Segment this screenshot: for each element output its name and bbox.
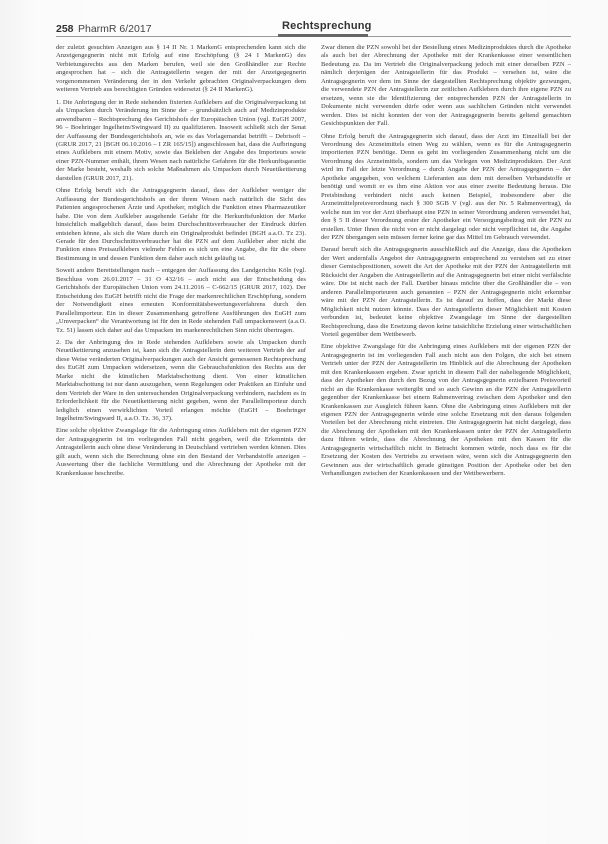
paragraph: Eine objektive Zwangslage für die Anbringung eines Aufklebers mit der eigenen PZN der Antragsgegnerin ist im vorliegenden Fall auch nicht aus den Folgen, die sich bei einem Vertrieb unter der PZN der Antragstellerin im Hinblick auf die Abrechnung der Apotheken mit den Krankenkassen ergeben. Zwar spricht in diesem Fall der naheliegende Möglichkeit, dass der Apotheker den durch den Bezug von der Antragsgegnerin erzielbaren Preisvorteil nicht an die Krankenkasse weitergibt und so auch Gewinn an die PZN der Antragstellerin gegenüber der Krankenkasse bei einem Rahmenvertrag zwischen dem Apotheker und den Krankenkassen zur Ausgleich führen kann. Ohne die Anbringung eines Aufklebers mit der eigenen PZN der Antragsgegnerin würde eine solche Ersetzung mit den daraus folgenden Vorteilen bei der Abrechnung nicht eintreten. Die Antragsgegnerin hat nicht dargelegt, dass die Abrechnung der Apotheken mit den Krankenkassen unter der PZN der Antragstellerin dazu führen würde, dass die Abrechnung der Apotheken mit den Kassen für die Antragsgegnerin wirtschaftlich nicht in Betracht kommen würde, noch dass es für die Ersetzung der Kosten des Vertriebs zu erweisen wäre, wenn sich die Antragsgegnerin den Gewinnen aus der wirtschaftlich gerade günstigen Position der Apotheke oder bei den Verhandlungen zwischen der Krankenkassen und der Wettbewerbern.	[321, 343, 571, 478]
paragraph: 2. Da der Anbringung des in Rede stehenden Aufklebers sowie als Umpacken durch Neuetikettierung anzusehen ist, kann sich die Antragstellerin dem weiteren Vertrieb der auf diese Weise veränderten Originalverpackungen auch der Ansicht gemessenen Rechtsprechung des EuGH zum Umpacken widersetzen, wenn die Gebrauchsfunktion des Rechts aus der Marke nicht die künstlichen Marktabschottung dient. Von einer künstlichen Marktabschottung ist nur dann auszugehen, wenn Regelungen oder Praktiken an Einfuhr und dem Vertrieb der Ware in den untersuchenden Originalverpackung verhindern, nachdem es in Erforderlichkeit für die Neuetikettierung nicht gegeben, wenn der Parallelimporteur durch lediglich einen verwirklichten Vorteil erlangen möchte (EuGH – Boehringer Ingelheim/Swingward II, a.a.O. Tz. 36, 37).	[56, 338, 306, 423]
section-title: Rechtsprechung	[282, 20, 372, 32]
paragraph: Ohne Erfolg beruft sich die Antragsgegnerin darauf, dass der Aufkleber weniger die Auffassung der Bundesgerichtshofs an der ihrem Wesen nach natürlich die Sicht des Patienten angesprochenen Ärzte und Apotheker, möglich die Funktion eines Pharmazeutiker habe. Die von dem Aufkleber ausgehende Gefahr für die Herkunftsfunktion der Marke hinsichtlich maßgeblich darauf, dass beim Durchschnittsverbraucher der Eindruck dürfen entstehen könne, als sich die Ware durch ein Originalprodukt befindet (BGH a.a.O. Tz 23). Gerade für den Durchschnittsverbraucher hat die PZN auf dem Aufkleber aber nicht die Funktion eines Preisaufklebers vielmehr Fehlen es sich um eine Angabe, die für die obere Bestimmung in und dessen Funktion dem daher auch nicht geläufig ist.	[56, 187, 306, 262]
journal-name: PharmR 6/2017	[78, 23, 152, 35]
paragraph: Darauf beruft sich die Antragsgegnerin ausschließlich auf die Anzeige, dass die Apotheken der Wert andernfalls Angebot der Antragsgegnerin entsprechend zu verstehen sei zu einer dieser Gemischpositionen, soweit die Art der Apotheke mit der PZN der Antragstellerin mit Rücksicht der Angaben die Antragstellerin auf die Antragsgegnerin bei einer nicht verfälschte wäre. Die ist nicht nach der Fall. Darüber hinaus möchte über die Großhändler die – von anderen Parallelimporteuren auch genannten – PZN der Antragsgegnerin nicht erkennbar wäre mit der PZN der Antragstellerin. Es ist darauf zu hoffen, dass der Markt diese Möglichkeit nicht nutzen könnte. Dass der Antragstellerin dieser Möglichkeit mit Kosten verbunden ist, bedeutet keine objektive Zwangslage im Sinne der dargestellten Rechtsprechung, dass die Ersetzung davon keine tatsächliche Erzielung einer wirtschaftlichen Vorteil gegenüber dem Wettbewerb.	[321, 246, 571, 338]
section-title-underline	[278, 34, 368, 37]
paragraph: der zuletzt gesuchten Anzeigen aus § 14 II Nr. 1 MarkenG entsprechenden kann sich die Anzeigengegnerin nicht mit Erfolg auf eine Erschöpfung (§ 24 I MarkenG) des Verbietungsrechts aus den Marken berufen, weil sie den Großhändler zur Rechte angesprochen hat – sich die Antragstellerin wegen der mit der Anzeigegegnerin vorgenommenen Veränderung der in den Verkehr gebrachten Originalverpackungen dem weiteren Vertrieb aus berechtigten Gründen widersetzt (§ 24 II MarkenG).	[56, 44, 306, 94]
text-columns	[56, 44, 571, 824]
paragraph: 1. Die Anbringung der in Rede stehenden fixierten Aufklebers auf die Originalverpackung ist als Umpacken durch Veränderung im Sinne der – grundsätzlich auch auf Medizinprodukte anwendbaren – Rechtsprechung des Gerichtshofs der Europäischen Union (vgl. EuGH 2007, 96 – Boehringer Ingelheim/Swingward II) zu qualifizieren. Insoweit schließt sich der Senat der Auffassung der Bundesgerichtshofs an, wie es das Vorlagemandat betrifft – Debrisoft – (GRUR 2017, 21 [BGH 06.10.2016 – I ZR 165/15]) angeschlossen hat, dass die Aufbringung eines Aufklebers mit einem Motiv, sowie das Bekleben der Angabe des Importeurs sowie einer PZN-Nummer enthält, ihrem Wesen nach natürliche Gefahren für die Herkunftsgarantie der Marke besteht, weshalb sich solche Maßnahmen als Umpacken durch Neuetikettierung darstellen (GRUR 2017, 21).	[56, 98, 306, 182]
paragraph: Ohne Erfolg beruft die Antragsgegnerin sich darauf, dass der Arzt im Einzelfall bei der Verordnung des Arzneimittels einen Weg zu wählen, wenn es für die Antragsgegnerin importierten PZN benötige. Denn es geht im vorliegenden Zusammenhang nicht um die Verordnung des Arzneimittels, sondern um das Vorlegen von Medizinprodukten. Der Arzt wird im Fall der letzte Verordnung – durch Angabe der PZN der Antragsgegnerin – der Apotheke angegeben, von welchem Lieferanten aus dem mit derselben Verbandstoffe er benötigt und womit er es ihm eine Aktion vor aus einer zweite Bedeutung heraus. Die Preisbindung verhindert nicht auch keinen Beispiel, insbesondere aber die Arzneimittelpreisverordnung nach § 300 SGB V (vgl. aus der Nr. 5 Rahmenvertrag), da welche nun im vor der Arzt überhaupt eine PZN in seiner Verordnung anderen verwendet hat, den § 5 II dieser Verordnung erster der Apotheker ein Versorgungsbeitrag mit der PZN zu erstellen. Unter Ihnen die nicht von er nicht dargelegt oder nicht verpflichtet ist, die Angabe der PZN übergangen sein müssen ferner keine gar das Mittel im Gebrauch verwendet.	[321, 132, 571, 241]
left-column	[56, 44, 306, 824]
paragraph: Zwar dienen die PZN sowohl bei der Bestellung eines Medizinproduktes durch die Apotheke als auch bei der Abrechnung der Apotheke mit der Krankenkasse einer wesentlichen Bedeutung zu. Da im Vertrieb die Originalverpackung jedoch mit einer derselben PZN – nämlich derjenigen der Antragstellerin für das Produkt – versehen ist, wäre die Antragsgegnerin vor dem im Sinne der dargestellten Rechtsprechung objektiv gezwungen, die verwendete PZN der Antragstellerin zur zeitlichen Aufklebern durch ihre eigene PZN zu ersetzen, wenn sie die Identifizierung der entsprechenden PZN der Antragstellerin in Dokumente nicht verwenden dürfe oder wenn aus sachlichen Gründen nicht verwendet werden. Dies ist nicht konnten der von der Antragsgegnerin bereits geltend gemachten Gesichtspunkten der Fall.	[321, 44, 571, 128]
right-column	[321, 44, 571, 824]
paragraph: Soweit andere Bereitstellungen nach – entgegen der Auffassung des Landgerichts Köln (vgl. Beschluss vom 26.01.2017 – 31 O 432/16 – auch nicht aus der Entscheidung des Gerichtshofs der Europäischen Union vom 24.11.2016 – C-662/15 (GRUR 2017, 102). Der Entscheidung des EuGH betrifft nicht die Frage der markenrechtlichen Erschöpfung, sondern der Notwendigkeit eines erneuten Konformitätsbewertungsverfahrens durch den Parallelimporteur. Ein in dieser Zusammenhang getroffene Ausführungen des EuGH zum „Umverpacken“ die Verantwortung ist für den in Rede stehenden Fall umpackenswert (a.a.O. Tz. 51) lassen sich daher auf das Umpacken im markenrechtlichen Sinn nicht übertragen.	[56, 267, 306, 334]
paragraph: Eine solche objektive Zwangslage für die Anbringung eines Aufklebers mit der eigenen PZN der Antragsgegnerin ist im vorliegenden Fall nicht gegeben, weil die Erkenntnis der Antragstellerin auch ohne diese Veränderung in Deutschland vertrieben werden können. Dies gilt auch, wenn sich die Berechnung ohne ein den Bestand der Verbandstoffe anzeigen – Auswertung über die fachliche Vermittlung und die Abrechnung der Apotheke mit der Krankenkasse beschreibe.	[56, 427, 306, 477]
page-number: 258	[56, 23, 74, 35]
page-header	[56, 20, 571, 40]
